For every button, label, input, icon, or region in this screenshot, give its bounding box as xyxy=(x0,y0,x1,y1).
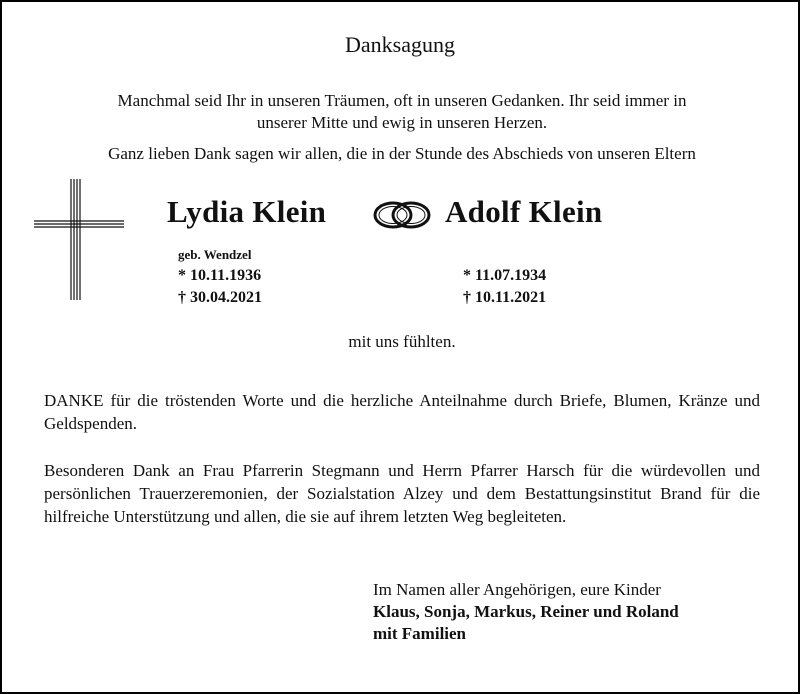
signature-families: mit Familien xyxy=(373,624,467,643)
signature-block xyxy=(373,579,679,645)
notice-title: Danksagung xyxy=(345,32,455,57)
intro-line: unserer Mitte und ewig in unseren Herzen. xyxy=(256,113,548,132)
death-date: † 30.04.2021 xyxy=(178,289,262,306)
birth-date: * 11.07.1934 xyxy=(463,267,547,284)
dates-lydia xyxy=(178,265,262,309)
thanks-paragraph: DANKE für die tröstenden Worte und die herzliche Anteilnahme durch Briefe, Blumen, Kränze und Geldspenden. xyxy=(44,391,760,433)
intro-text xyxy=(22,90,782,134)
cross-icon xyxy=(32,177,127,302)
signature-intro: Im Namen aller Angehörigen, eure Kinder xyxy=(373,580,661,599)
maiden-name: geb. Wendzel xyxy=(178,247,252,262)
name-adolf: Adolf Klein xyxy=(445,194,603,229)
intro-line: Ganz lieben Dank sagen wir allen, die in der Stunde des Abschieds von unseren Eltern xyxy=(108,144,696,163)
wedding-rings-icon xyxy=(371,199,433,231)
felt-with-us-text: mit uns fühlten. xyxy=(348,332,456,351)
name-lydia: Lydia Klein xyxy=(167,194,327,229)
birth-date: * 10.11.1936 xyxy=(178,267,262,284)
signature-names: Klaus, Sonja, Markus, Reiner und Roland xyxy=(373,602,679,621)
dates-adolf xyxy=(463,265,546,309)
intro-line: Manchmal seid Ihr in unseren Träumen, oft in unseren Gedanken. Ihr seid immer in xyxy=(117,91,687,110)
death-date: † 10.11.2021 xyxy=(463,289,547,306)
special-thanks-paragraph: Besonderen Dank an Frau Pfarrerin Stegmann und Herrn Pfarrer Harsch für die würdevollen und persönlichen Trauerzeremonien, der Sozialstation Alzey und dem Bestattungsinstitut Brand für die hilfreiche Unterstützung und allen, die sie auf ihrem letzten Weg begleiteten. xyxy=(44,461,760,526)
